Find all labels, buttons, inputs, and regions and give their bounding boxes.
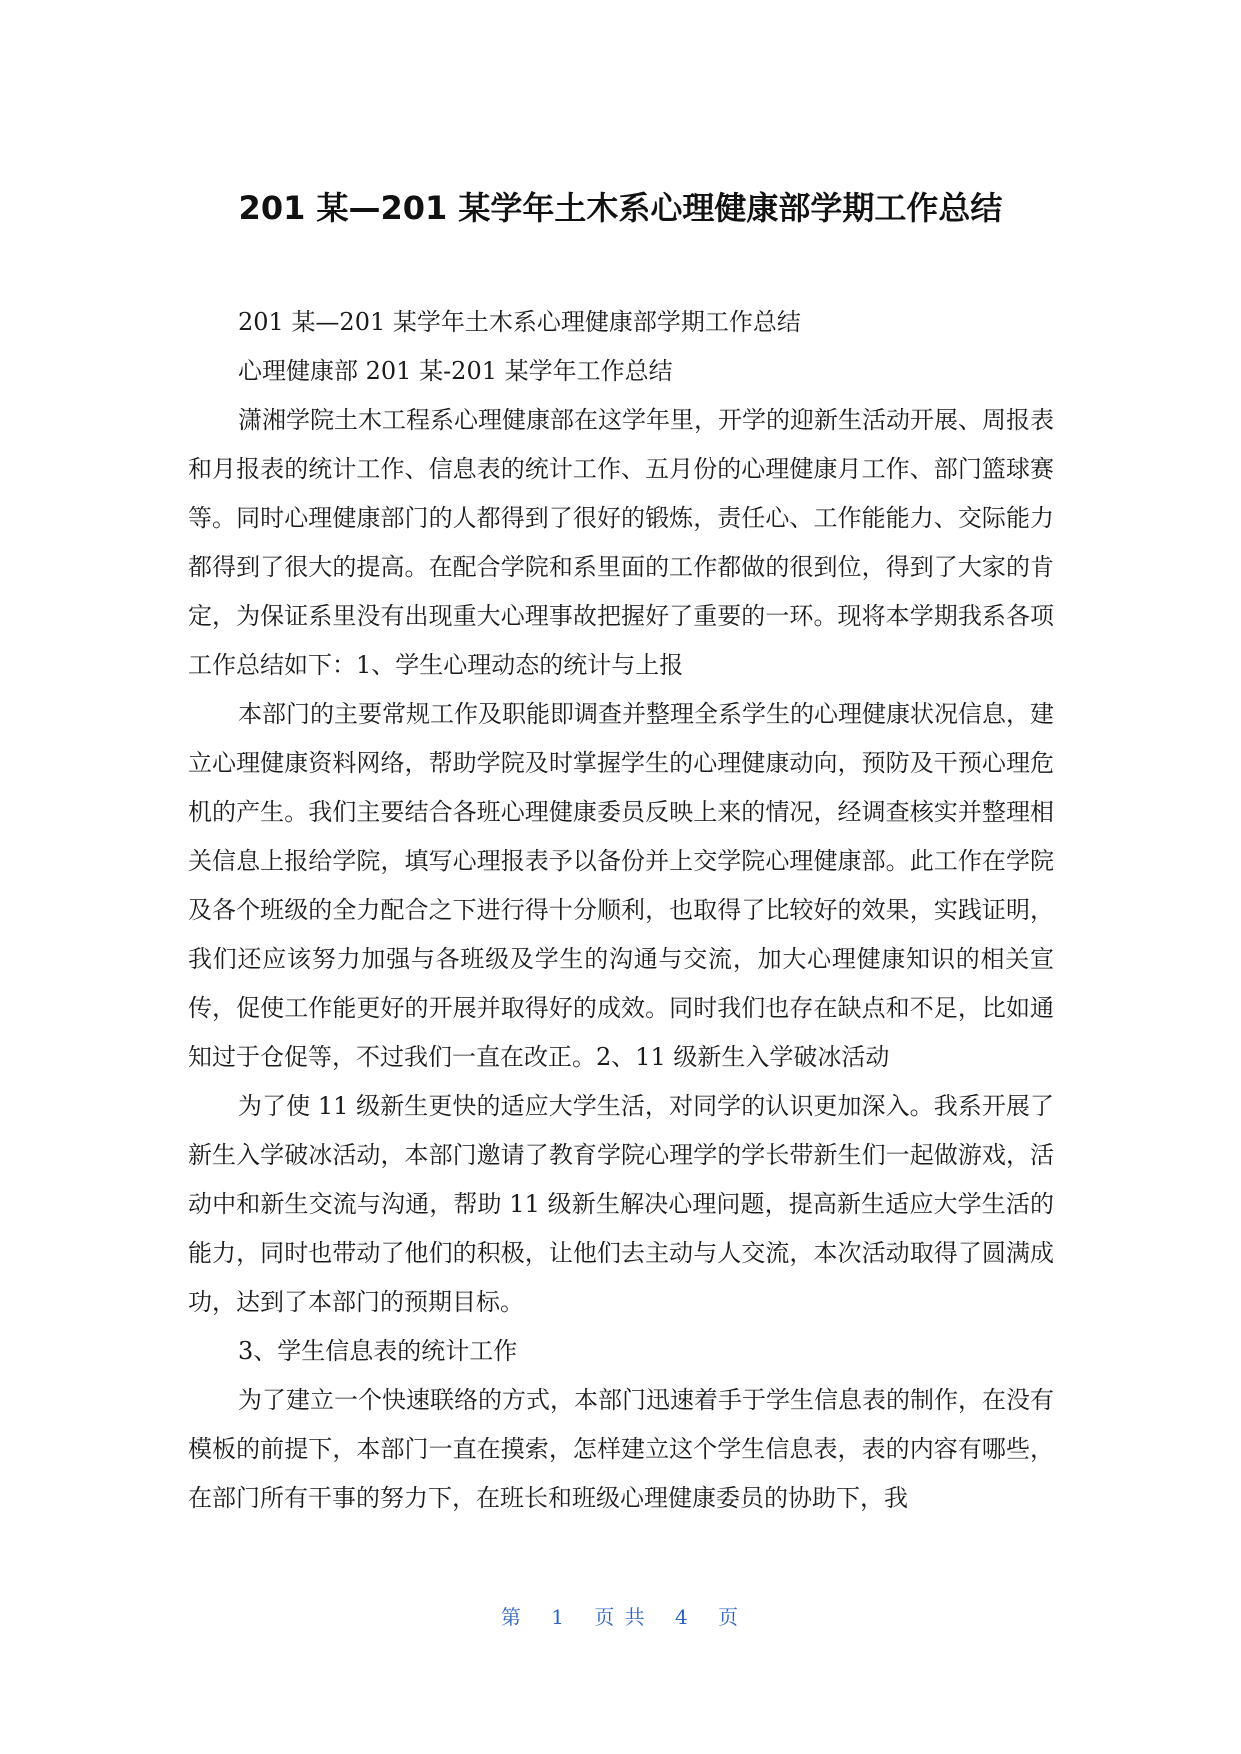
document-title: 201 某—201 某学年土木系心理健康部学期工作总结 bbox=[238, 189, 1003, 227]
paragraph-subtitle: 201 某—201 某学年土木系心理健康部学期工作总结 bbox=[238, 308, 801, 336]
footer-page-total: 4 bbox=[675, 1605, 690, 1629]
footer-page-label: 第 bbox=[500, 1605, 523, 1629]
paragraph-section-3-heading: 3、学生信息表的统计工作 bbox=[238, 1337, 518, 1365]
paragraph-section-2: 为了使 11 级新生更快的适应大学生活，对同学的认识更加深入。我系开展了新生入学破冰活动，本部门邀请了教育学院心理学的学长带新生们一起做游戏，活动中和新生交流与沟通，帮助 11 级新生解决心理问题，提高新生适应大学生活的能力，同时也带动了他们的积极，让他们去主动与人交流，本次活动取得了圆满成功，达到了本部门的预期目标。 bbox=[188, 1092, 1054, 1316]
paragraph-heading: 心理健康部 201 某-201 某学年工作总结 bbox=[238, 357, 673, 385]
footer-page-current: 1 bbox=[551, 1605, 566, 1629]
paragraph-section-1: 本部门的主要常规工作及职能即调查并整理全系学生的心理健康状况信息，建立心理健康资料网络，帮助学院及时掌握学生的心理健康动向，预防及干预心理危机的产生。我们主要结合各班心理健康委员反映上来的情况，经调查核实并整理相关信息上报给学院，填写心理报表予以备份并上交学院心理健康部。此工作在学院及各个班级的全力配合之下进行得十分顺利，也取得了比较好的效果，实践证明，我们还应该努力加强与各班级及学生的沟通与交流，加大心理健康知识的相关宣传，促使工作能更好的开展并取得好的成效。同时我们也存在缺点和不足，比如通知过于仓促等，不过我们一直在改正。2、11 级新生入学破冰活动 bbox=[188, 700, 1054, 1071]
paragraph-section-3: 为了建立一个快速联络的方式，本部门迅速着手于学生信息表的制作，在没有模板的前提下，本部门一直在摸索，怎样建立这个学生信息表，表的内容有哪些，在部门所有干事的努力下，在班长和班级心理健康委员的协助下，我 bbox=[188, 1386, 1054, 1512]
footer-page-total-label: 页 共 bbox=[594, 1605, 647, 1629]
document-body bbox=[188, 298, 1054, 1523]
footer-page-suffix: 页 bbox=[718, 1605, 741, 1629]
paragraph-intro: 潇湘学院土木工程系心理健康部在这学年里，开学的迎新生活动开展、周报表和月报表的统计工作、信息表的统计工作、五月份的心理健康月工作、部门篮球赛等。同时心理健康部门的人都得到了很好的锻炼，责任心、工作能能力、交际能力都得到了很大的提高。在配合学院和系里面的工作都做的很到位，得到了大家的肯定，为保证系里没有出现重大心理事故把握好了重要的一环。现将本学期我系各项工作总结如下：1、学生心理动态的统计与上报 bbox=[188, 406, 1054, 679]
page-footer bbox=[0, 1603, 1241, 1631]
